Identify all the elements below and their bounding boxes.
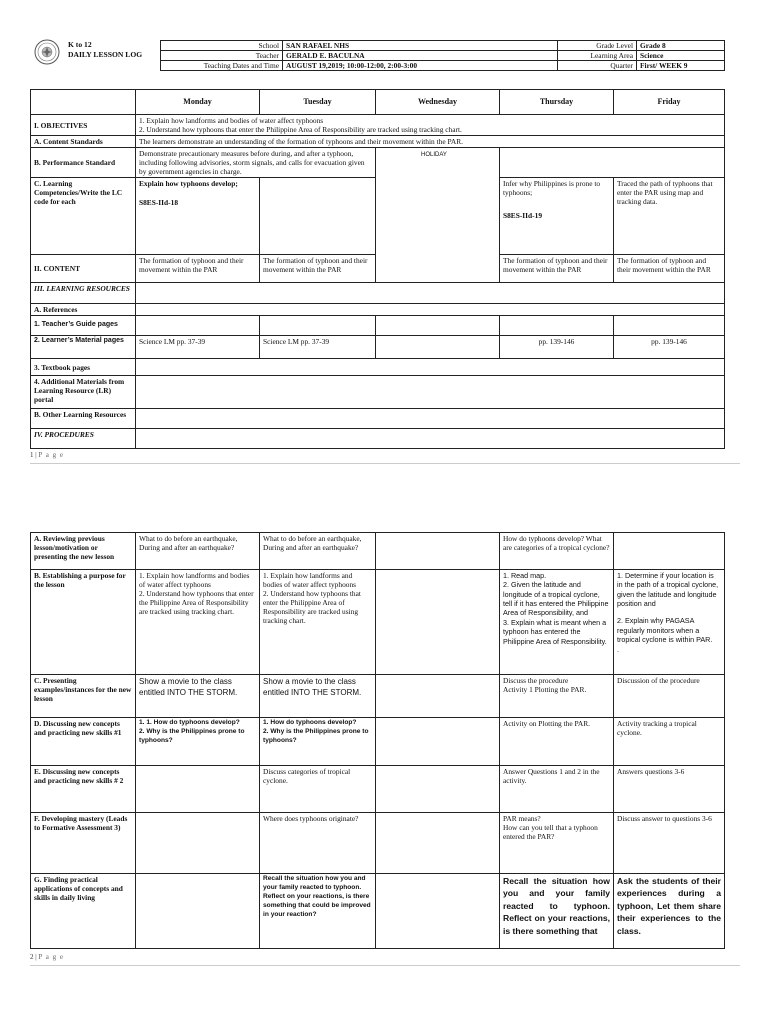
objectives-text	[136, 115, 725, 136]
reviewing-friday	[614, 533, 725, 570]
content-label: II. CONTENT	[31, 255, 136, 283]
purpose-thursday	[500, 570, 614, 675]
presenting-label: C. Presenting examples/instances for the new lesson	[31, 675, 136, 718]
content-standards-text: The learners demonstrate an understanding of the formation of typhoons and their movement within the PAR.	[136, 136, 725, 148]
learners-material-tuesday: Science LM pp. 37-39	[260, 336, 376, 359]
mastery-thursday-2: How can you tell that a typhoon entered the PAR?	[503, 823, 598, 842]
presenting-monday: Show a movie to the class entitled INTO THE STORM.	[136, 675, 260, 718]
competency-friday: Traced the path of typhoons that enter the PAR using map and tracking data.	[614, 178, 725, 255]
content-thursday: The formation of typhoon and their movement within the PAR	[500, 255, 614, 283]
objective-2: 2. Understand how typhoons that enter the Philippine Area of Responsibility are tracked using tracking chart.	[139, 125, 462, 135]
discussing-2-tuesday: Discuss categories of tropical cyclone.	[260, 766, 376, 813]
header-info-table	[160, 40, 725, 71]
school-value: SAN RAFAEL NHS	[283, 41, 558, 51]
other-resources-label: B. Other Learning Resources	[31, 409, 136, 429]
objectives-label: I. OBJECTIVES	[31, 115, 136, 136]
discussing-1-tuesday-q1: 1. How do typhoons develop?	[263, 719, 357, 726]
reviewing-tuesday: What to do before an earthquake, During and after an earthquake?	[260, 533, 376, 570]
competency-tuesday	[260, 178, 376, 255]
day-friday: Friday	[614, 90, 725, 115]
learning-resources-blank	[136, 283, 725, 304]
discussing-1-thursday: Activity on Plotting the PAR.	[500, 718, 614, 766]
competency-thursday	[500, 178, 614, 255]
competencies-label: C. Learning Competencies/Write the LC code for each	[31, 178, 136, 255]
applications-tuesday: Recall the situation how you and your family reacted to typhoon. Reflect on your reactions, is there something that could be improved in your reaction?	[260, 874, 376, 949]
procedures-label: IV. PROCEDURES	[31, 429, 136, 449]
page-footer-1	[30, 451, 740, 464]
mastery-friday: Discuss answer to questions 3-6	[614, 813, 725, 874]
teachers-guide-tuesday	[260, 316, 376, 336]
discussing-1-tuesday	[260, 718, 376, 766]
header-line-dll: DAILY LESSON LOG	[68, 50, 143, 59]
day-tuesday: Tuesday	[260, 90, 376, 115]
applications-thursday: Recall the situation how you and your family reacted to typhoon. Reflect on your reactions, is there something that	[500, 874, 614, 949]
teacher-label: Teacher	[161, 51, 283, 61]
day-wednesday: Wednesday	[376, 90, 500, 115]
mastery-tuesday: Where does typhoons originate?	[260, 813, 376, 874]
area-value: Science	[637, 51, 725, 61]
lesson-log-table-page2	[30, 532, 725, 949]
applications-monday	[136, 874, 260, 949]
discussing-2-thursday: Answer Questions 1 and 2 in the activity.	[500, 766, 614, 813]
competency-monday-text: Explain how typhoons develop;	[139, 179, 238, 189]
grade-value: Grade 8	[637, 41, 725, 51]
learning-resources-label: III. LEARNING RESOURCES	[31, 283, 136, 304]
discussing-1-monday	[136, 718, 260, 766]
content-standards-label: A. Content Standards	[31, 136, 136, 148]
page-number-1: 1	[30, 451, 34, 459]
discussing-1-friday: Activity tracking a tropical cyclone.	[614, 718, 725, 766]
presenting-tuesday: Show a movie to the class entitled INTO THE STORM.	[260, 675, 376, 718]
reviewing-thursday: How do typhoons develop? What are categories of a tropical cyclone?	[500, 533, 614, 570]
area-label: Learning Area	[558, 51, 637, 61]
purpose-wednesday	[376, 570, 500, 675]
objective-1: 1. Explain how landforms and bodies of water affect typhoons	[139, 116, 324, 125]
performance-standard-text: Demonstrate precautionary measures before during, and after a typhoon, including following advisories, storm signals, and calls for evacuation given by government agencies in charge.	[136, 148, 376, 178]
mastery-wednesday	[376, 813, 500, 874]
textbook-label: 3. Textbook pages	[31, 359, 136, 376]
quarter-value: First/ WEEK 9	[637, 61, 725, 71]
applications-wednesday	[376, 874, 500, 949]
day-monday: Monday	[136, 90, 260, 115]
mastery-thursday-1: PAR means?	[503, 814, 541, 823]
deped-seal-icon	[34, 39, 60, 65]
performance-standard-label: B. Performance Standard	[31, 148, 136, 178]
competency-monday-code: S8ES-IId-18	[139, 198, 179, 208]
purpose-thursday-3: 3. Explain what is meant when a typhoon has entered the Philippine Area of Responsibility.	[503, 617, 607, 646]
references-blank	[136, 304, 725, 316]
performance-standard-blank	[500, 148, 725, 178]
presenting-friday: Discussion of the procedure	[614, 675, 725, 718]
procedures-blank	[136, 429, 725, 449]
purpose-thursday-1: 1. Read map.	[503, 571, 547, 580]
quarter-label: Quarter	[558, 61, 637, 71]
purpose-tuesday-obj2: 2. Understand how typhoons that enter the Philippine Area of Responsibility are tracked using tracking chart.	[263, 589, 361, 626]
discussing-1-monday-q2: 2. Why is the Philippines prone to typhoons?	[139, 727, 245, 744]
discussing-2-friday: Answers questions 3-6	[614, 766, 725, 813]
teachers-guide-thursday	[500, 316, 614, 336]
teacher-value: GERALD E. BACULNA	[283, 51, 558, 61]
dates-value: AUGUST 19,2019; 10:00-12:00, 2:00-3:00	[283, 61, 558, 71]
day-thursday: Thursday	[500, 90, 614, 115]
page-label-1: P a g e	[38, 451, 65, 459]
discussing-1-label: D. Discussing new concepts and practicing new skills #1	[31, 718, 136, 766]
learners-material-wednesday	[376, 336, 500, 359]
lesson-log-table-page1	[30, 89, 725, 449]
presenting-wednesday	[376, 675, 500, 718]
wednesday-holiday-cell	[376, 148, 500, 283]
textbook-blank	[136, 359, 725, 376]
applications-friday: Ask the students of their experiences during a typhoon, Let them share their experiences to the class.	[614, 874, 725, 949]
page-separator-1: |	[33, 451, 39, 459]
references-label: A. References	[31, 304, 136, 316]
dates-label: Teaching Dates and Time	[161, 61, 283, 71]
reviewing-label: A. Reviewing previous lesson/motivation or presenting the new lesson	[31, 533, 136, 570]
discussing-1-wednesday	[376, 718, 500, 766]
presenting-thursday-1: Discuss the procedure	[503, 676, 569, 685]
teachers-guide-wednesday	[376, 316, 500, 336]
header-line-k12: K to 12	[68, 40, 92, 49]
discussing-2-label: E. Discussing new concepts and practicing new skills # 2	[31, 766, 136, 813]
purpose-monday-obj2: 2. Understand how typhoons that enter the Philippine Area of Responsibility are tracked using tracking chart.	[139, 589, 254, 617]
discussing-2-wednesday	[376, 766, 500, 813]
mastery-label: F. Developing mastery (Leads to Formative Assessment 3)	[31, 813, 136, 874]
purpose-friday	[614, 570, 725, 675]
learners-material-monday: Science LM pp. 37-39	[136, 336, 260, 359]
competency-monday	[136, 178, 260, 255]
page-label-2: P a g e	[38, 953, 65, 961]
learners-material-friday: pp. 139-146	[614, 336, 725, 359]
discussing-2-monday	[136, 766, 260, 813]
holiday-label: HOLIDAY	[421, 152, 447, 159]
content-tuesday: The formation of typhoon and their movement within the PAR	[260, 255, 376, 283]
purpose-friday-1: 1. Determine if your location is in the path of a tropical cyclone, given the latitude and longitude position and	[617, 571, 719, 609]
purpose-thursday-2: 2. Given the latitude and longitude of a tropical cyclone, tell if it has entered the Philippine Area of Responsibility, and	[503, 580, 609, 618]
mastery-thursday	[500, 813, 614, 874]
other-resources-blank	[136, 409, 725, 429]
presenting-thursday	[500, 675, 614, 718]
content-friday: The formation of typhoon and their movement within the PAR	[614, 255, 725, 283]
purpose-monday-obj1: 1. Explain how landforms and bodies of water affect typhoons	[139, 571, 250, 590]
learners-material-thursday: pp. 139-146	[500, 336, 614, 359]
presenting-thursday-2: Activity 1 Plotting the PAR.	[503, 685, 587, 695]
discussing-1-monday-q1: 1. 1. How do typhoons develop?	[139, 719, 240, 726]
mastery-monday	[136, 813, 260, 874]
learners-material-label: 2. Learner’s Material pages	[31, 336, 136, 359]
applications-label: G. Finding practical applications of concepts and skills in daily living	[31, 874, 136, 949]
purpose-label: B. Establishing a purpose for the lesson	[31, 570, 136, 675]
grade-label: Grade Level	[558, 41, 637, 51]
teachers-guide-label: 1. Teacher’s Guide pages	[31, 316, 136, 336]
reviewing-wednesday	[376, 533, 500, 570]
purpose-tuesday-obj1: 1. Explain how landforms and bodies of water affect typhoons	[263, 571, 357, 590]
purpose-monday	[136, 570, 260, 675]
reviewing-monday: What to do before an earthquake, During and after an earthquake?	[136, 533, 260, 570]
additional-materials-label: 4. Additional Materials from Learning Resource (LR) portal	[31, 376, 136, 409]
competency-thursday-text: Infer why Philippines is prone to typhoons;	[503, 179, 601, 198]
page-number-2: 2	[30, 953, 34, 961]
page-footer-2	[30, 953, 740, 966]
teachers-guide-friday	[614, 316, 725, 336]
content-monday: The formation of typhoon and their movement within the PAR	[136, 255, 260, 283]
competency-thursday-code: S8ES-IId-19	[503, 211, 543, 221]
purpose-tuesday	[260, 570, 376, 675]
page-separator-2: |	[33, 953, 39, 961]
school-label: School	[161, 41, 283, 51]
discussing-1-tuesday-q2: 2. Why is the Philippines prone to typhoons?	[263, 727, 369, 744]
additional-materials-blank	[136, 376, 725, 409]
teachers-guide-monday	[136, 316, 260, 336]
purpose-friday-2: 2. Explain why PAGASA regularly monitors when a tropical cyclone is within PAR.	[617, 616, 713, 645]
purpose-friday-3: .	[617, 644, 619, 654]
corner-cell	[31, 90, 136, 115]
